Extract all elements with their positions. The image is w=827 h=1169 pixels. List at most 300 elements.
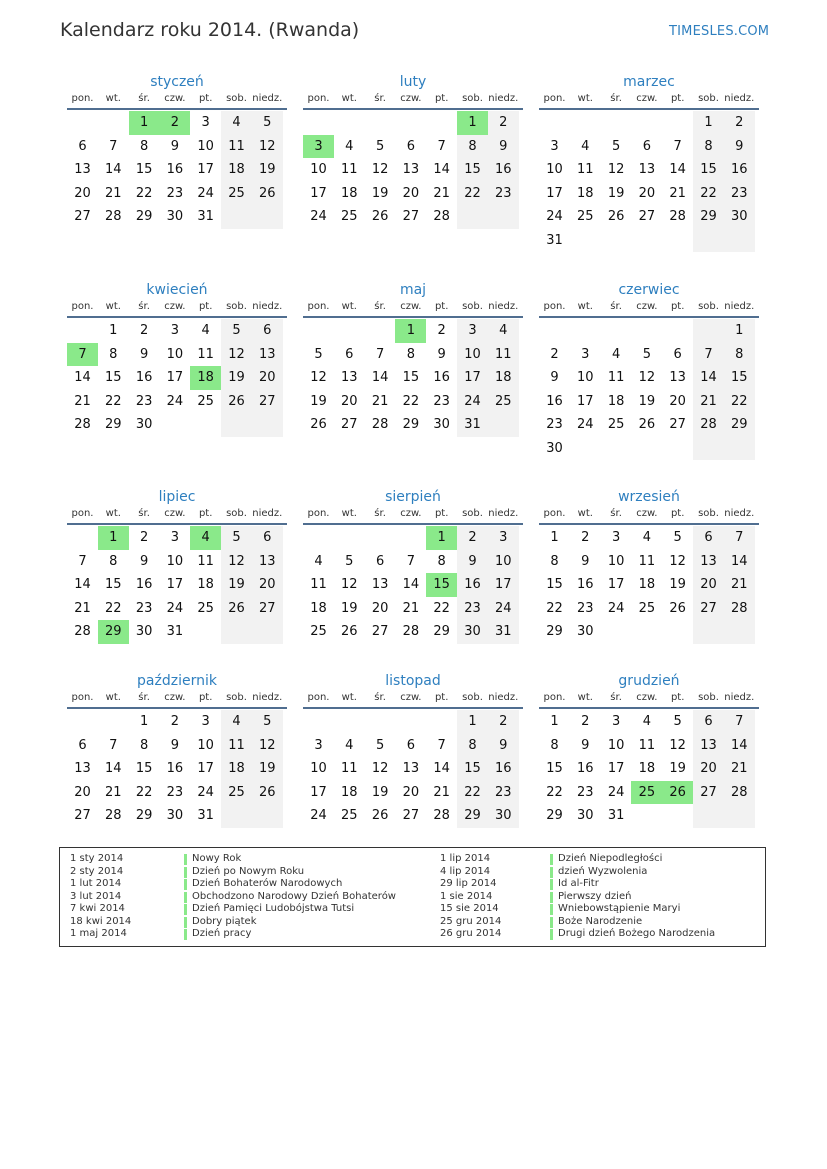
day-cell: 28 — [74, 624, 91, 639]
days-grid — [539, 111, 759, 252]
day-cell: 10 — [197, 138, 214, 154]
day-cell: 16 — [457, 573, 488, 597]
day-cell: 3 — [611, 530, 621, 545]
weekday-label: czw. — [400, 692, 422, 703]
day-cell: 4 — [611, 346, 621, 362]
holiday-date: 1 sty 2014 — [70, 853, 124, 864]
day-cell: 19 — [607, 185, 625, 201]
day-cell: 1 — [457, 710, 488, 734]
day-cell: 15 — [546, 761, 563, 776]
day-cell: 7 — [437, 138, 446, 154]
day-cell: 7 — [406, 553, 416, 569]
weekday-label: czw. — [164, 692, 186, 703]
weekday-header — [67, 93, 287, 109]
holiday-marker — [184, 879, 187, 890]
weekday-label: niedz. — [488, 692, 519, 703]
day-cell: 6 — [693, 710, 724, 734]
day-cell: 5 — [611, 138, 621, 154]
day-cell: 14 — [724, 734, 755, 758]
day-cell: 20 — [638, 185, 656, 201]
day-cell: 23 — [135, 600, 153, 616]
day-cell: 11 — [488, 343, 519, 367]
day-cell: 26 — [607, 209, 625, 224]
weekday-label: pon. — [307, 692, 330, 703]
day-cell: 2 — [581, 714, 590, 729]
holiday-day-cell: 26 — [662, 781, 693, 805]
day-cell: 29 — [724, 413, 755, 437]
weekday-label: pt. — [434, 301, 449, 312]
day-cell: 28 — [74, 417, 91, 432]
day-cell: 18 — [221, 158, 252, 182]
day-cell: 12 — [371, 761, 389, 776]
day-cell: 9 — [488, 734, 519, 758]
day-cell: 3 — [170, 323, 180, 338]
month-block — [303, 672, 523, 823]
holiday-marker — [184, 917, 187, 928]
day-cell: 29 — [457, 804, 488, 828]
day-cell: 28 — [371, 417, 389, 432]
weekday-label: niedz. — [252, 93, 283, 104]
header-rule — [303, 523, 523, 525]
weekday-label: śr. — [374, 301, 386, 312]
day-cell: 14 — [105, 162, 122, 177]
day-cell: 7 — [375, 346, 385, 362]
holiday-name: Boże Narodzenie — [558, 915, 643, 927]
day-cell: 19 — [252, 757, 283, 781]
month-name: grudzień — [618, 673, 680, 689]
day-cell: 24 — [166, 600, 184, 616]
weekend-empty-cell — [693, 437, 724, 461]
weekday-header — [303, 508, 523, 524]
day-cell: 10 — [577, 370, 594, 385]
holiday-marker — [550, 904, 553, 915]
day-cell: 11 — [341, 162, 358, 177]
day-cell: 25 — [341, 808, 358, 823]
day-cell: 6 — [78, 138, 87, 154]
day-cell: 12 — [221, 343, 252, 367]
day-cell: 13 — [402, 162, 420, 177]
day-cell: 26 — [638, 417, 656, 432]
day-cell: 12 — [341, 577, 358, 592]
weekday-label: pt. — [434, 93, 449, 104]
weekday-label: sob. — [226, 692, 247, 703]
weekday-label: pt. — [434, 508, 449, 519]
holiday-day-cell: 18 — [190, 366, 221, 390]
weekend-empty-cell — [221, 620, 252, 644]
day-cell: 24 — [197, 784, 214, 800]
day-cell: 27 — [402, 209, 420, 224]
day-cell: 24 — [310, 209, 327, 224]
weekday-label: pt. — [198, 508, 213, 519]
header-rule — [67, 707, 287, 709]
day-cell: 10 — [607, 737, 625, 753]
day-cell: 22 — [433, 600, 450, 616]
day-cell: 7 — [724, 526, 755, 550]
day-cell: 26 — [252, 781, 283, 805]
day-cell: 11 — [341, 761, 358, 776]
day-cell: 13 — [669, 370, 686, 385]
holiday-marker — [184, 929, 187, 940]
day-cell: 4 — [581, 138, 590, 154]
day-cell: 22 — [105, 600, 122, 616]
month-block — [539, 488, 759, 639]
weekend-empty-cell — [724, 620, 755, 644]
weekday-label: śr. — [610, 508, 622, 519]
day-cell: 4 — [488, 319, 519, 343]
holiday-date: 1 lip 2014 — [440, 853, 491, 864]
month-name: lipiec — [158, 489, 196, 505]
day-cell: 27 — [402, 808, 420, 823]
month-block — [67, 488, 287, 639]
day-cell: 27 — [669, 417, 686, 432]
day-cell: 19 — [669, 577, 686, 592]
day-cell: 14 — [669, 162, 686, 177]
day-cell: 10 — [197, 737, 214, 753]
day-cell: 17 — [310, 784, 327, 800]
weekday-label: śr. — [138, 508, 150, 519]
day-cell: 12 — [371, 162, 389, 177]
weekday-label: pon. — [543, 692, 566, 703]
day-cell: 11 — [577, 162, 594, 177]
day-cell: 9 — [581, 553, 590, 569]
holiday-name: dzień Wyzwolenia — [558, 865, 648, 877]
day-cell: 22 — [457, 182, 488, 206]
day-cell: 7 — [109, 138, 118, 154]
day-cell: 12 — [669, 737, 686, 753]
day-cell: 9 — [550, 370, 559, 385]
day-cell: 1 — [724, 319, 755, 343]
day-cell: 2 — [488, 111, 519, 135]
month-name: czerwiec — [618, 282, 680, 298]
month-name: wrzesień — [618, 489, 680, 505]
day-cell: 6 — [406, 138, 416, 154]
day-cell: 21 — [371, 393, 389, 409]
page-title: Kalendarz roku 2014. (Rwanda) — [60, 19, 360, 41]
weekday-header — [539, 508, 759, 524]
day-cell: 4 — [221, 710, 252, 734]
day-cell: 19 — [341, 600, 358, 616]
weekday-label: wt. — [577, 301, 593, 312]
weekday-label: pon. — [71, 93, 94, 104]
weekday-label: pon. — [543, 508, 566, 519]
day-cell: 17 — [197, 162, 214, 177]
day-cell: 19 — [221, 366, 252, 390]
weekday-label: pt. — [670, 93, 685, 104]
day-cell: 22 — [693, 182, 724, 206]
brand-link[interactable]: TIMESLES.COM — [669, 24, 770, 39]
day-cell: 5 — [375, 138, 385, 154]
day-cell: 18 — [341, 185, 358, 201]
day-cell: 16 — [577, 577, 594, 592]
holiday-marker — [184, 892, 187, 903]
day-cell: 30 — [724, 205, 755, 229]
day-cell: 23 — [488, 781, 519, 805]
day-cell: 10 — [310, 162, 327, 177]
day-cell: 3 — [201, 115, 210, 130]
days-grid — [303, 111, 523, 252]
day-cell: 5 — [252, 710, 283, 734]
day-cell: 13 — [693, 550, 724, 574]
weekend-empty-cell — [457, 205, 488, 229]
header-rule — [67, 108, 287, 110]
day-cell: 24 — [488, 597, 519, 621]
day-cell: 20 — [74, 784, 91, 800]
holiday-date: 3 lut 2014 — [70, 890, 122, 902]
holiday-day-cell: 15 — [426, 573, 457, 597]
day-cell: 7 — [724, 710, 755, 734]
day-cell: 4 — [642, 530, 652, 545]
day-cell: 30 — [135, 417, 153, 432]
weekday-label: sob. — [226, 508, 247, 519]
weekday-label: pon. — [71, 301, 94, 312]
holiday-date: 18 kwi 2014 — [70, 915, 132, 927]
day-cell: 18 — [577, 185, 594, 201]
weekday-label: niedz. — [488, 301, 519, 312]
day-cell: 11 — [638, 737, 656, 753]
weekday-label: pt. — [198, 93, 213, 104]
day-cell: 23 — [433, 393, 450, 409]
weekday-header — [539, 93, 759, 109]
holiday-marker — [184, 854, 187, 865]
month-name: styczeń — [150, 74, 204, 90]
day-cell: 20 — [74, 185, 91, 201]
day-cell: 9 — [170, 138, 180, 154]
day-cell: 31 — [488, 620, 519, 644]
days-grid — [303, 710, 523, 851]
day-cell: 10 — [457, 343, 488, 367]
days-grid — [303, 526, 523, 667]
day-cell: 20 — [252, 573, 283, 597]
holiday-day-cell: 1 — [129, 111, 160, 135]
header-rule — [303, 707, 523, 709]
day-cell: 4 — [345, 138, 354, 154]
weekday-label: pon. — [543, 93, 566, 104]
days-grid — [67, 111, 287, 252]
day-cell: 29 — [402, 417, 420, 432]
day-cell: 20 — [402, 784, 420, 800]
day-cell: 4 — [221, 111, 252, 135]
weekday-label: pon. — [71, 692, 94, 703]
holiday-name: Dzień po Nowym Roku — [192, 865, 305, 877]
day-cell: 4 — [642, 714, 652, 729]
holiday-day-cell: 1 — [395, 319, 426, 343]
day-cell: 9 — [170, 737, 180, 753]
day-cell: 10 — [546, 162, 563, 177]
weekday-label: sob. — [462, 692, 483, 703]
days-grid — [539, 710, 759, 851]
day-cell: 16 — [488, 158, 519, 182]
weekday-label: śr. — [374, 93, 386, 104]
day-cell: 13 — [402, 761, 420, 776]
weekend-empty-cell — [252, 804, 283, 828]
day-cell: 11 — [197, 553, 214, 569]
day-cell: 28 — [669, 209, 686, 224]
day-cell: 2 — [724, 111, 755, 135]
day-cell: 17 — [577, 393, 594, 409]
holiday-name: Obchodzono Narodowy Dzień Bohaterów — [192, 890, 396, 902]
day-cell: 8 — [457, 734, 488, 758]
weekday-label: sob. — [462, 93, 483, 104]
holiday-date: 25 gru 2014 — [440, 915, 502, 927]
day-cell: 28 — [724, 781, 755, 805]
day-cell: 26 — [669, 600, 686, 616]
holiday-day-cell: 29 — [98, 620, 129, 644]
day-cell: 18 — [638, 577, 656, 592]
day-cell: 26 — [252, 182, 283, 206]
day-cell: 2 — [437, 323, 446, 338]
day-cell: 14 — [74, 370, 91, 385]
day-cell: 29 — [135, 808, 153, 823]
day-cell: 16 — [488, 757, 519, 781]
day-cell: 23 — [546, 417, 563, 432]
holiday-marker — [184, 867, 187, 878]
day-cell: 25 — [341, 209, 358, 224]
day-cell: 8 — [139, 737, 149, 753]
weekday-label: niedz. — [724, 692, 755, 703]
header-rule — [303, 108, 523, 110]
day-cell: 23 — [724, 182, 755, 206]
holiday-day-cell: 3 — [303, 135, 334, 159]
month-block — [67, 281, 287, 432]
day-cell: 9 — [139, 346, 149, 362]
holiday-name: Wniebowstąpienie Maryi — [558, 903, 681, 914]
day-cell: 11 — [221, 734, 252, 758]
weekday-label: sob. — [462, 508, 483, 519]
day-cell: 22 — [457, 781, 488, 805]
day-cell: 20 — [341, 393, 358, 409]
day-cell: 29 — [546, 624, 563, 639]
weekday-header — [67, 508, 287, 524]
weekday-label: śr. — [374, 508, 386, 519]
weekend-empty-cell — [693, 229, 724, 253]
day-cell: 25 — [221, 182, 252, 206]
day-cell: 15 — [457, 158, 488, 182]
days-grid — [67, 710, 287, 851]
day-cell: 15 — [402, 370, 420, 385]
day-cell: 9 — [457, 550, 488, 574]
weekday-label: sob. — [698, 301, 719, 312]
weekend-empty-cell — [488, 205, 519, 229]
weekday-label: pt. — [670, 301, 685, 312]
day-cell: 8 — [109, 553, 118, 569]
day-cell: 3 — [170, 530, 180, 545]
day-cell: 3 — [611, 714, 621, 729]
day-cell: 24 — [607, 600, 625, 616]
month-block — [67, 672, 287, 823]
day-cell: 13 — [341, 370, 358, 385]
day-cell: 15 — [546, 577, 563, 592]
weekday-label: czw. — [636, 93, 658, 104]
weekday-label: czw. — [400, 93, 422, 104]
day-cell: 13 — [252, 343, 283, 367]
day-cell: 26 — [221, 597, 252, 621]
weekday-label: czw. — [164, 508, 186, 519]
day-cell: 22 — [135, 784, 153, 800]
day-cell: 19 — [638, 393, 656, 409]
weekday-label: czw. — [636, 301, 658, 312]
day-cell: 8 — [406, 346, 416, 362]
holiday-day-cell: 1 — [457, 111, 488, 135]
day-cell: 20 — [402, 185, 420, 201]
holiday-marker — [550, 854, 553, 865]
day-cell: 21 — [433, 784, 450, 800]
days-grid — [67, 319, 287, 460]
weekday-label: czw. — [636, 508, 658, 519]
day-cell: 21 — [724, 573, 755, 597]
day-cell: 27 — [693, 597, 724, 621]
day-cell: 27 — [252, 597, 283, 621]
day-cell: 5 — [673, 714, 682, 729]
day-cell: 22 — [105, 393, 122, 409]
day-cell: 30 — [135, 624, 153, 639]
day-cell: 21 — [105, 784, 122, 800]
day-cell: 15 — [135, 162, 153, 177]
day-cell: 18 — [488, 366, 519, 390]
day-cell: 24 — [577, 417, 594, 432]
day-cell: 18 — [607, 393, 625, 409]
weekday-label: niedz. — [724, 508, 755, 519]
day-cell: 24 — [166, 393, 184, 409]
holiday-name: Dzień Bohaterów Narodowych — [192, 878, 343, 889]
weekday-label: pt. — [670, 692, 685, 703]
day-cell: 20 — [252, 366, 283, 390]
header-rule — [539, 108, 759, 110]
weekday-label: pt. — [198, 692, 213, 703]
weekday-header — [539, 301, 759, 317]
weekday-label: wt. — [577, 508, 593, 519]
holiday-date: 2 sty 2014 — [70, 865, 124, 877]
day-cell: 25 — [607, 417, 625, 432]
day-cell: 22 — [135, 185, 153, 201]
weekday-header — [67, 301, 287, 317]
day-cell: 31 — [166, 624, 184, 639]
weekday-header — [67, 692, 287, 708]
weekday-header — [539, 692, 759, 708]
day-cell: 13 — [693, 734, 724, 758]
month-block — [539, 672, 759, 823]
day-cell: 8 — [693, 135, 724, 159]
days-grid — [539, 526, 759, 667]
day-cell: 6 — [642, 138, 652, 154]
day-cell: 13 — [74, 162, 91, 177]
day-cell: 15 — [135, 761, 153, 776]
weekend-empty-cell — [724, 229, 755, 253]
month-name: kwiecień — [146, 282, 208, 298]
weekday-label: wt. — [577, 692, 593, 703]
weekend-empty-cell — [252, 413, 283, 437]
day-cell: 14 — [433, 761, 450, 776]
day-cell: 2 — [170, 714, 180, 729]
weekend-empty-cell — [488, 413, 519, 437]
day-cell: 30 — [577, 808, 594, 823]
header-rule — [539, 707, 759, 709]
day-cell: 5 — [221, 526, 252, 550]
holiday-marker — [550, 892, 553, 903]
weekday-label: sob. — [226, 301, 247, 312]
holiday-name: Drugi dzień Bożego Narodzenia — [558, 928, 716, 939]
day-cell: 5 — [673, 530, 682, 545]
day-cell: 29 — [546, 808, 563, 823]
weekday-label: pon. — [71, 508, 94, 519]
day-cell: 25 — [488, 390, 519, 414]
weekday-label: czw. — [164, 93, 186, 104]
day-cell: 11 — [310, 577, 327, 592]
day-cell: 9 — [724, 135, 755, 159]
day-cell: 23 — [166, 784, 184, 800]
holiday-day-cell: 7 — [67, 343, 98, 367]
day-cell: 9 — [488, 135, 519, 159]
day-cell: 6 — [375, 553, 385, 569]
